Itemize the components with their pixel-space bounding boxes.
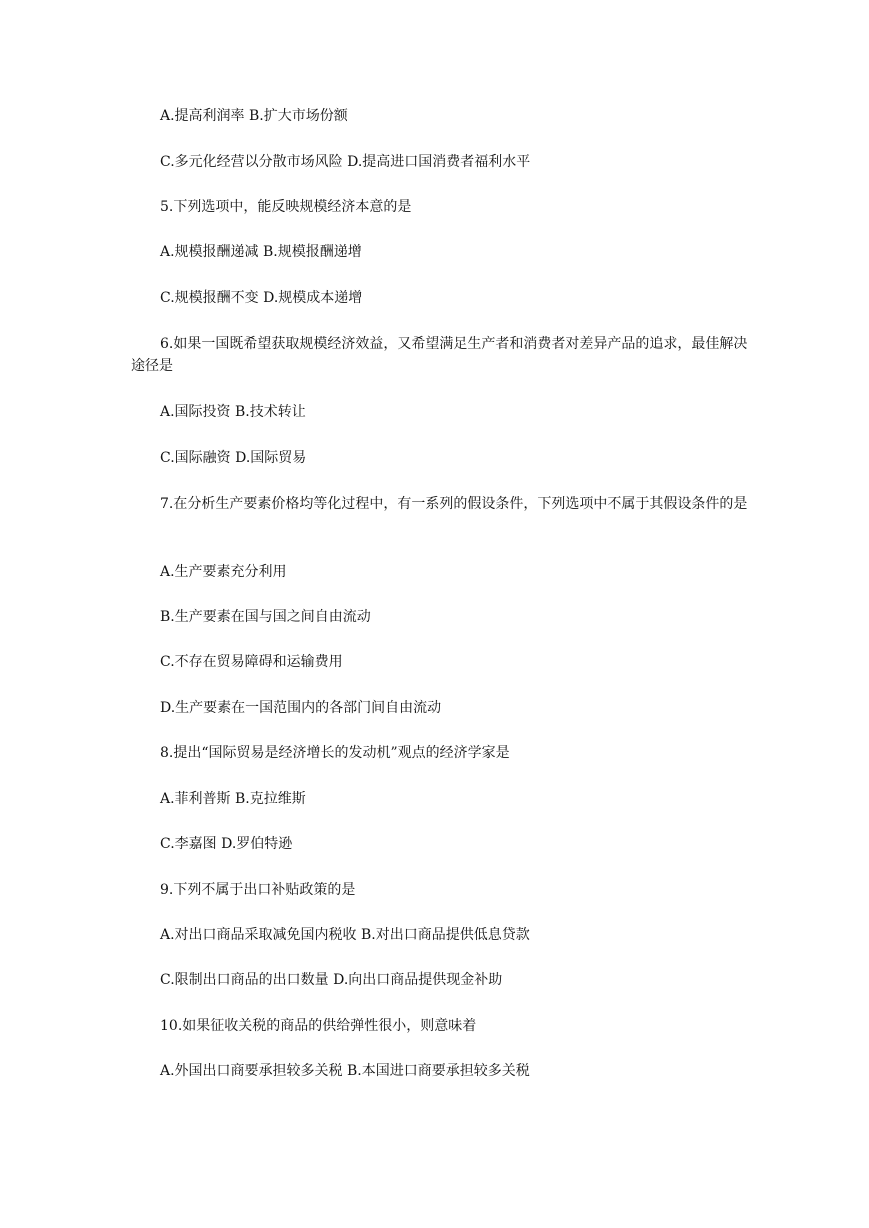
option-line: C.国际融资 D.国际贸易 <box>160 450 307 466</box>
question-7: 7.在分析生产要素价格均等化过程中，有一系列的假设条件，下列选项中不属于其假设条件的是 <box>160 496 748 512</box>
question-6: 6.如果一国既希望获取规模经济效益，又希望满足生产者和消费者对差异产品的追求，最佳解决途径是 <box>131 336 748 374</box>
question-5: 5.下列选项中，能反映规模经济本意的是 <box>160 199 412 215</box>
option-line: A.菲利普斯 B.克拉维斯 <box>160 791 306 807</box>
option-line: A.规模报酬递减 B.规模报酬递增 <box>160 244 362 260</box>
question-9: 9.下列不属于出口补贴政策的是 <box>160 882 356 898</box>
option-line: C.多元化经营以分散市场风险 D.提高进口国消费者福利水平 <box>160 154 531 170</box>
option-line: B.生产要素在国与国之间自由流动 <box>160 609 371 625</box>
question-10: 10.如果征收关税的商品的供给弹性很小，则意味着 <box>160 1018 477 1034</box>
option-line: A.国际投资 B.技术转让 <box>160 404 306 420</box>
option-line: D.生产要素在一国范围内的各部门间自由流动 <box>160 700 442 716</box>
option-line: A.生产要素充分利用 <box>160 564 287 580</box>
option-line: C.不存在贸易障碍和运输费用 <box>160 654 343 670</box>
option-line: C.限制出口商品的出口数量 D.向出口商品提供现金补助 <box>160 972 503 988</box>
option-line: A.提高利润率 B.扩大市场份额 <box>160 108 348 124</box>
option-line: C.规模报酬不变 D.规模成本递增 <box>160 290 363 306</box>
option-line: C.李嘉图 D.罗伯特逊 <box>160 836 293 852</box>
question-8: 8.提出“国际贸易是经济增长的发动机”观点的经济学家是 <box>160 745 510 761</box>
option-line: A.外国出口商要承担较多关税 B.本国进口商要承担较多关税 <box>160 1063 530 1079</box>
option-line: A.对出口商品采取减免国内税收 B.对出口商品提供低息贷款 <box>160 927 530 943</box>
